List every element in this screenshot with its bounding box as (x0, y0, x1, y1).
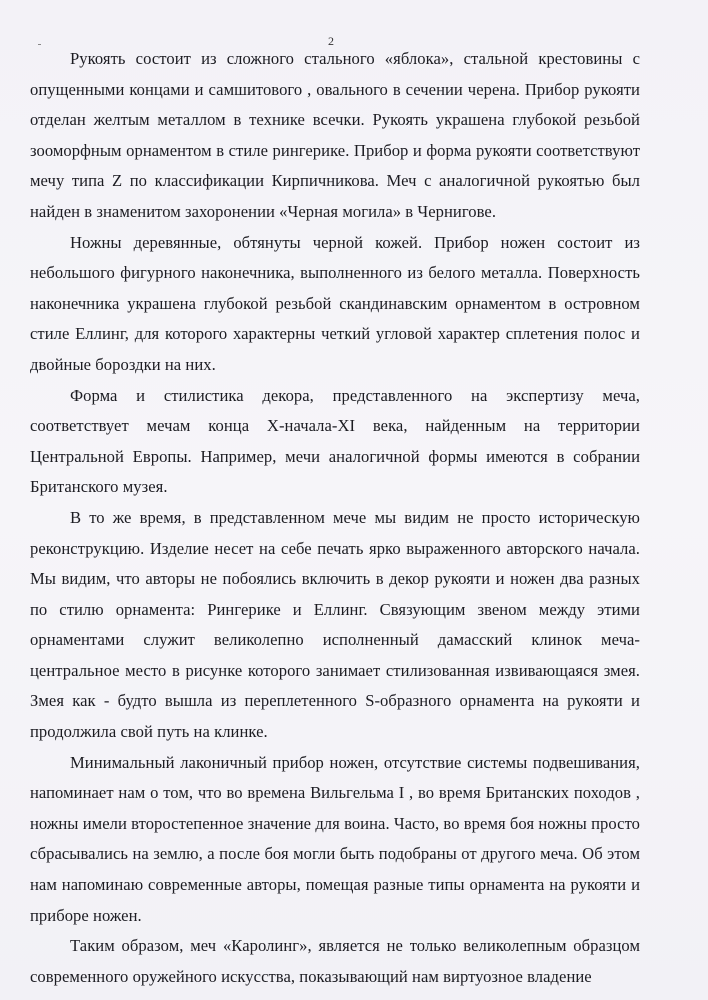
paragraph-4: В то же время, в представленном мече мы видим не просто историческую реконструкцию. Изделие несет на себе печать ярко выраженного авторского начала. Мы видим, что авторы не побоялись включить в декор рукояти и ножен два разных по стилю орнамента: Рингерике и Еллинг. Связующим звеном между этими орнаментами служит великолепно исполненный дамасский клинок меча-центральное место в рисунке которого занимает стилизованная извивающаяся змея. Змея как - будто вышла из переплетенного S-образного орнамента на рукояти и продолжила свой путь на клинке. (30, 507, 640, 742)
paragraph-3: Форма и стилистика декора, представленного на экспертизу меча, соответствует мечам конца X-начала-XI века, найденным на территории Центральной Европы. Например, мечи аналогичной формы имеются в собрании Британского музея. (30, 385, 640, 497)
paragraph-5: Минимальный лаконичный прибор ножен, отсутствие системы подвешивания, напоминает нам о том, что во времена Вильгельма I , во время Британских походов , ножны имели второстепенное значение для воина. Часто, во время боя ножны просто сбрасывались на землю, а после боя могли быть подобраны от другого меча. Об этом нам напоминаю современные авторы, помещая разные типы орнамента на рукояти и приборе ножен. (30, 752, 640, 925)
paragraph-1: Рукоять состоит из сложного стального «яблока», стальной крестовины с опущенными концами и самшитового , овального в сечении черена. Прибор рукояти отделан желтым металлом в технике всечки. Рукоять украшена глубокой резьбой зооморфным орнаментом в стиле рингерике. Прибор и форма рукояти соответствуют мечу типа Z по классификации Кирпичникова. Меч с аналогичной рукоятью был найден в знаменитом захоронении «Черная могила» в Чернигове. (30, 49, 640, 221)
page-number: 2 (328, 34, 334, 48)
paragraph-6: Таким образом, меч «Каролинг», является не только великолепным образцом современного оружейного искусства, показывающий нам виртуозное владение (30, 936, 640, 986)
document-body (30, 44, 640, 992)
paragraph-2: Ножны деревянные, обтянуты черной кожей. Прибор ножен состоит из небольшого фигурного наконечника, выполненного из белого металла. Поверхность наконечника украшена глубокой резьбой скандинавским орнаментом в островном стиле Еллинг, для которого характерны четкий угловой характер сплетения полос и двойные бороздки на них. (30, 232, 640, 374)
